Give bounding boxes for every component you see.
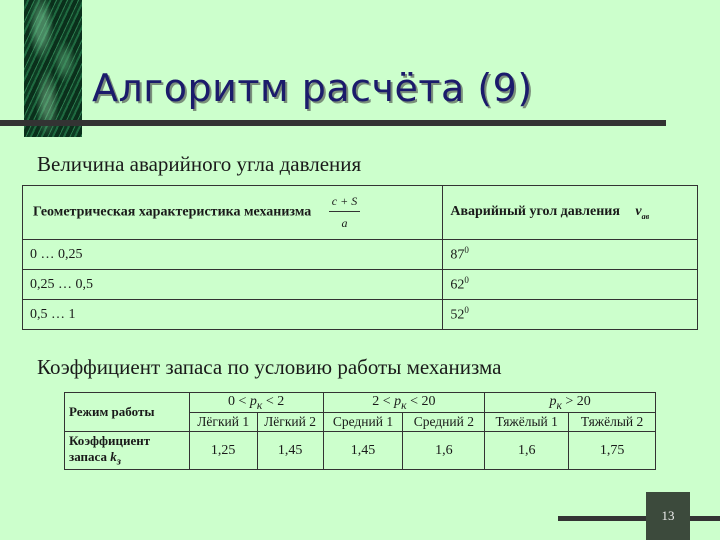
degree-mark: 0 xyxy=(464,305,469,316)
coef-value-cell: 1,45 xyxy=(257,432,323,470)
geometry-header-cell xyxy=(23,186,443,240)
range-cell: 0 … 0,25 xyxy=(23,240,443,270)
group-header-heavy xyxy=(485,393,656,413)
angle-cell xyxy=(443,240,698,270)
group-post: < 20 xyxy=(406,393,436,409)
angle-symbol-sub: ав xyxy=(641,211,650,221)
slide-title: Алгоритм расчёта (9) xyxy=(92,66,533,110)
angle-symbol xyxy=(635,204,649,219)
group-header-light xyxy=(189,393,323,413)
ratio-fraction xyxy=(329,194,360,231)
pressure-angle-table xyxy=(22,185,698,330)
group-symbol xyxy=(549,393,562,412)
title-underline-bar xyxy=(0,120,666,126)
group-pre: 2 < xyxy=(372,393,395,409)
angle-value: 87 xyxy=(450,247,465,263)
table-row xyxy=(23,270,698,300)
angle-header-cell xyxy=(443,186,698,240)
coefficient-row xyxy=(65,432,656,470)
mode-cell: Тяжёлый 2 xyxy=(569,413,656,432)
angle-cell xyxy=(443,300,698,330)
angle-value: 52 xyxy=(450,307,465,323)
coef-value-cell: 1,75 xyxy=(569,432,656,470)
coef-symbol-sub: з xyxy=(116,455,121,468)
mode-cell: Средний 1 xyxy=(323,413,403,432)
angle-header-label: Аварийный угол давления xyxy=(450,204,620,220)
group-symbol-main: p xyxy=(549,393,557,409)
group-symbol-sub: к xyxy=(401,398,407,412)
degree-mark: 0 xyxy=(464,275,469,286)
coef-label-line1: Коэффициент xyxy=(69,433,151,449)
fraction-denominator: a xyxy=(341,216,348,230)
coef-value-cell: 1,6 xyxy=(485,432,569,470)
fraction-numerator: c + S xyxy=(329,194,360,212)
group-header-row xyxy=(65,393,656,413)
group-symbol xyxy=(249,393,263,412)
group-symbol-sub: к xyxy=(256,398,263,412)
mode-cell: Тяжёлый 1 xyxy=(485,413,569,432)
mode-label-cell: Режим работы xyxy=(65,393,190,432)
degree-mark: 0 xyxy=(464,245,469,256)
mode-cell: Лёгкий 2 xyxy=(257,413,323,432)
group-header-medium xyxy=(323,393,485,413)
marble-decoration xyxy=(24,0,82,137)
mode-cell: Лёгкий 1 xyxy=(189,413,257,432)
mode-cell: Средний 2 xyxy=(403,413,485,432)
coef-value-cell: 1,25 xyxy=(189,432,257,470)
coef-value-cell: 1,45 xyxy=(323,432,403,470)
range-cell: 0,5 … 1 xyxy=(23,300,443,330)
angle-symbol-main: ν xyxy=(635,204,642,220)
coef-symbol xyxy=(110,449,121,468)
page-number: 13 xyxy=(646,492,690,540)
table-header-row xyxy=(23,186,698,240)
coef-label-cell xyxy=(65,432,190,470)
group-post: < 2 xyxy=(262,393,285,409)
coef-value-cell: 1,6 xyxy=(403,432,485,470)
group-symbol-main: p xyxy=(394,393,402,409)
group-symbol-main: p xyxy=(249,393,257,409)
section2-heading: Коэффициент запаса по условию работы механизма xyxy=(37,355,502,379)
angle-cell xyxy=(443,270,698,300)
group-symbol xyxy=(394,393,407,412)
coef-label-line2: запаса xyxy=(69,449,107,465)
section1-heading: Величина аварийного угла давления xyxy=(37,152,362,176)
geometry-header-label: Геометрическая характеристика механизма xyxy=(33,204,312,220)
coef-symbol-main: k xyxy=(110,449,117,465)
group-symbol-sub: к xyxy=(556,398,562,412)
page-bar xyxy=(558,516,720,521)
table-row xyxy=(23,240,698,270)
group-pre: 0 < xyxy=(228,393,250,409)
table-row xyxy=(23,300,698,330)
range-cell: 0,25 … 0,5 xyxy=(23,270,443,300)
group-post: > 20 xyxy=(561,393,591,409)
safety-factor-table xyxy=(64,392,656,470)
angle-value: 62 xyxy=(450,277,465,293)
